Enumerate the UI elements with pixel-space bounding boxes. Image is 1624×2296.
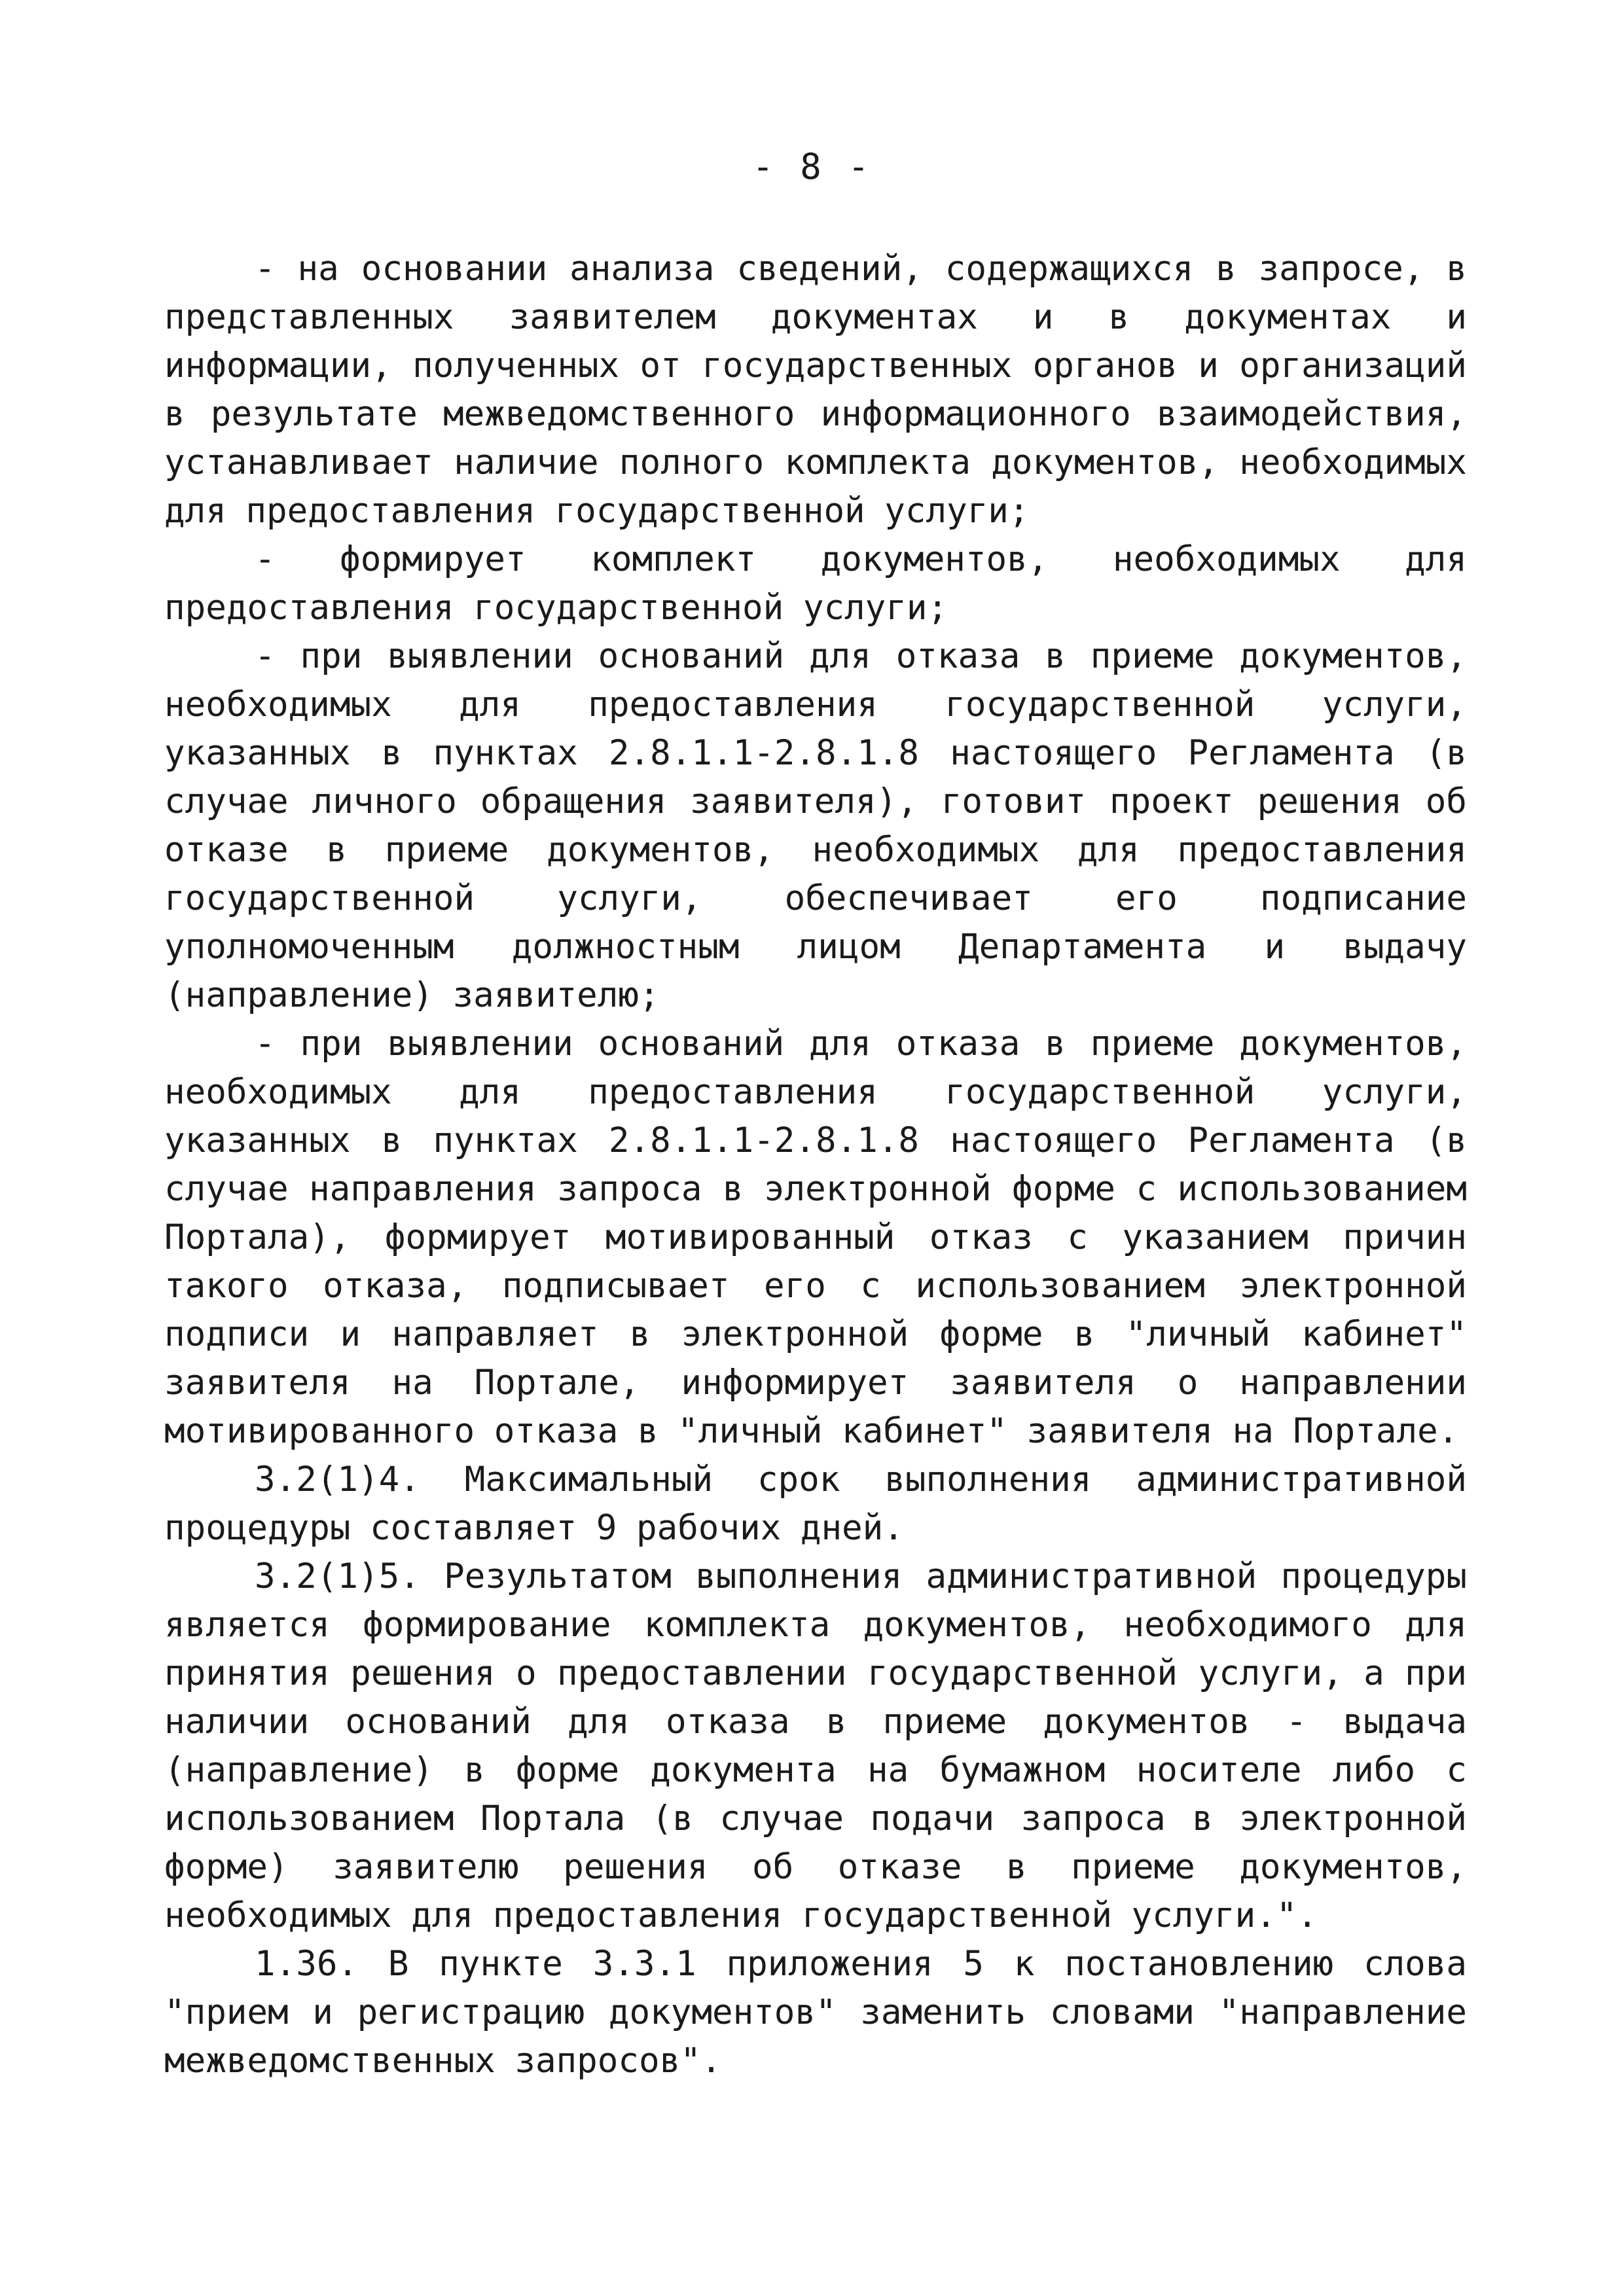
paragraph-4: - при выявлении оснований для отказа в приеме документов, необходимых для предоставления государственной услуги, указанных в пунктах 2.8.1.1-2.8.1.8 настоящего Регламента (в случае направления запроса в электронной форме с использованием Портала), формирует мотивированный отказ с указанием причин такого отказа, подписывает его с использованием электронной подписи и направляет в электронной форме в "личный кабинет" заявителя на Портале, информирует заявителя о направлении мотивированного отказа в "личный кабинет" заявителя на Портале. xyxy=(164,1024,1467,1451)
paragraph-2: - формирует комплект документов, необходимых для предоставления государственной услуги; xyxy=(164,539,1467,628)
paragraph-6: 3.2(1)5. Результатом выполнения административной процедуры является формирование комплекта документов, необходимого для принятия решения о предоставлении государственной услуги, а при наличии оснований для отказа в приеме документов - выдача (направление) в форме документа на бумажном носителе либо с использованием Портала (в случае подачи запроса в электронной форме) заявителю решения об отказе в приеме документов, необходимых для предоставления государственной услуги.". xyxy=(164,1556,1467,1935)
document-body xyxy=(164,245,1467,2085)
paragraph-5: 3.2(1)4. Максимальный срок выполнения административной процедуры составляет 9 рабочих дней. xyxy=(164,1460,1467,1548)
paragraph-7: 1.36. В пункте 3.3.1 приложения 5 к постановлению слова "прием и регистрацию документов" заменить словами "направление межведомственных запросов". xyxy=(164,1944,1467,2081)
paragraph-1: - на основании анализа сведений, содержащихся в запросе, в представленных заявителем документах и в документах и информации, полученных от государственных органов и организаций в результате межведомственного информационного взаимодействия, устанавливает наличие полного комплекта документов, необходимых для предоставления государственной услуги; xyxy=(164,249,1467,531)
paragraph-3: - при выявлении оснований для отказа в приеме документов, необходимых для предоставления государственной услуги, указанных в пунктах 2.8.1.1-2.8.1.8 настоящего Регламента (в случае личного обращения заявителя), готовит проект решения об отказе в приеме документов, необходимых для предоставления государственной услуги, обеспечивает его подписание уполномоченным должностным лицом Департамента и выдачу (направление) заявителю; xyxy=(164,636,1467,1015)
page-number: - 8 - xyxy=(752,146,872,187)
